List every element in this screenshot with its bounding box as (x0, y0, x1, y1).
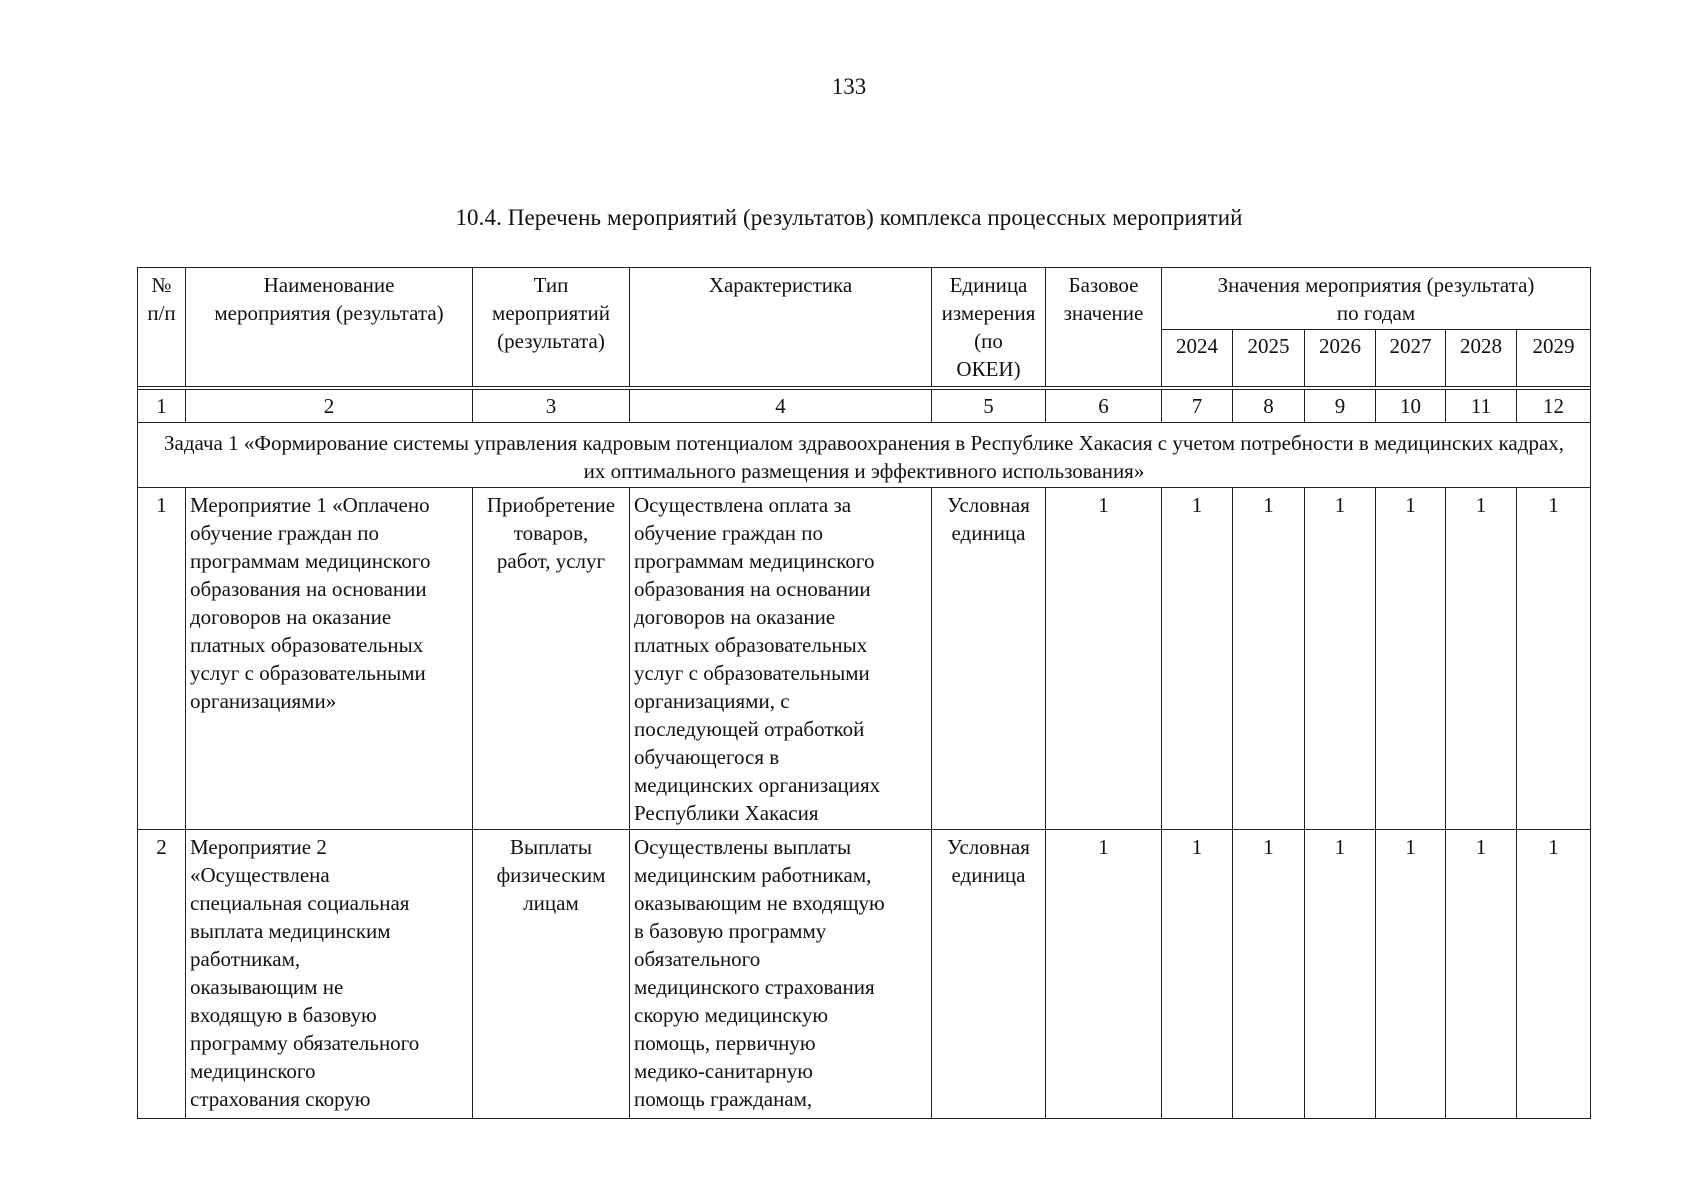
row-value-2025: 1 (1233, 488, 1305, 830)
page-number: 133 (831, 74, 867, 99)
row-num: 2 (138, 830, 186, 1119)
column-number: 10 (1376, 390, 1446, 423)
row-value-2024: 1 (1162, 488, 1233, 830)
header-characteristic: Характеристика (630, 268, 932, 387)
row-value-2026: 1 (1305, 488, 1376, 830)
header-year-2025: 2025 (1233, 330, 1305, 387)
task-description: Задача 1 «Формирование системы управления кадровым потенциалом здравоохранения в Республике Хакасия с учетом потребности в медицинских кадрах, их оптимального размещения и эффективного использования» (138, 423, 1591, 488)
header-unit: Единица измерения (по ОКЕИ) (932, 268, 1046, 387)
column-number: 2 (186, 390, 473, 423)
column-number: 1 (138, 390, 186, 423)
column-number: 11 (1446, 390, 1517, 423)
row-base-value: 1 (1046, 830, 1162, 1119)
task-row (138, 423, 1591, 488)
row-name: Мероприятие 2 «Осуществлена специальная социальная выплата медицинским работникам, оказывающим не входящую в базовую программу обязательного медицинского страхования скорую (186, 830, 473, 1119)
column-number: 6 (1046, 390, 1162, 423)
column-number: 3 (473, 390, 630, 423)
row-num: 1 (138, 488, 186, 830)
row-characteristic: Осуществлены выплаты медицинским работникам, оказывающим не входящую в базовую программу обязательного медицинского страхования скорую медицинскую помощь, первичную медико-санитарную помощь гражданам, (630, 830, 932, 1119)
measures-table-container (137, 267, 1590, 1119)
table-row (138, 488, 1591, 830)
header-year-2029: 2029 (1517, 330, 1591, 387)
row-value-2026: 1 (1305, 830, 1376, 1119)
header-year-2026: 2026 (1305, 330, 1376, 387)
row-unit: Условная единица (932, 830, 1046, 1119)
row-characteristic: Осуществлена оплата за обучение граждан по программам медицинского образования на основании договоров на оказание платных образовательных услуг с образовательными организациями, с последующей отработкой обучающегося в медицинских организациях Республики Хакасия (630, 488, 932, 830)
header-year-2027: 2027 (1376, 330, 1446, 387)
row-value-2027: 1 (1376, 488, 1446, 830)
row-type: Приобретение товаров, работ, услуг (473, 488, 630, 830)
column-number: 5 (932, 390, 1046, 423)
column-number: 4 (630, 390, 932, 423)
header-type: Тип мероприятий (результата) (473, 268, 630, 387)
column-number: 12 (1517, 390, 1591, 423)
section-title: 10.4. Перечень мероприятий (результатов) комплекса процессных мероприятий (455, 205, 1243, 230)
column-number: 7 (1162, 390, 1233, 423)
measures-table (137, 267, 1591, 1119)
row-value-2024: 1 (1162, 830, 1233, 1119)
table-row (138, 830, 1591, 1119)
header-year-2028: 2028 (1446, 330, 1517, 387)
header-year-2024: 2024 (1162, 330, 1233, 387)
row-value-2028: 1 (1446, 830, 1517, 1119)
column-number-row (138, 390, 1591, 423)
row-base-value: 1 (1046, 488, 1162, 830)
row-value-2028: 1 (1446, 488, 1517, 830)
column-number: 9 (1305, 390, 1376, 423)
row-value-2027: 1 (1376, 830, 1446, 1119)
row-value-2025: 1 (1233, 830, 1305, 1119)
header-row-1 (138, 268, 1591, 330)
header-values-group: Значения мероприятия (результата) по годам (1162, 268, 1591, 330)
row-unit: Условная единица (932, 488, 1046, 830)
column-number: 8 (1233, 390, 1305, 423)
row-value-2029: 1 (1517, 488, 1591, 830)
row-name: Мероприятие 1 «Оплачено обучение граждан по программам медицинского образования на основании договоров на оказание платных образовательных услуг с образовательными организациями» (186, 488, 473, 830)
header-name: Наименование мероприятия (результата) (186, 268, 473, 387)
header-num: № п/п (138, 268, 186, 387)
row-value-2029: 1 (1517, 830, 1591, 1119)
header-base: Базовое значение (1046, 268, 1162, 387)
row-type: Выплаты физическим лицам (473, 830, 630, 1119)
